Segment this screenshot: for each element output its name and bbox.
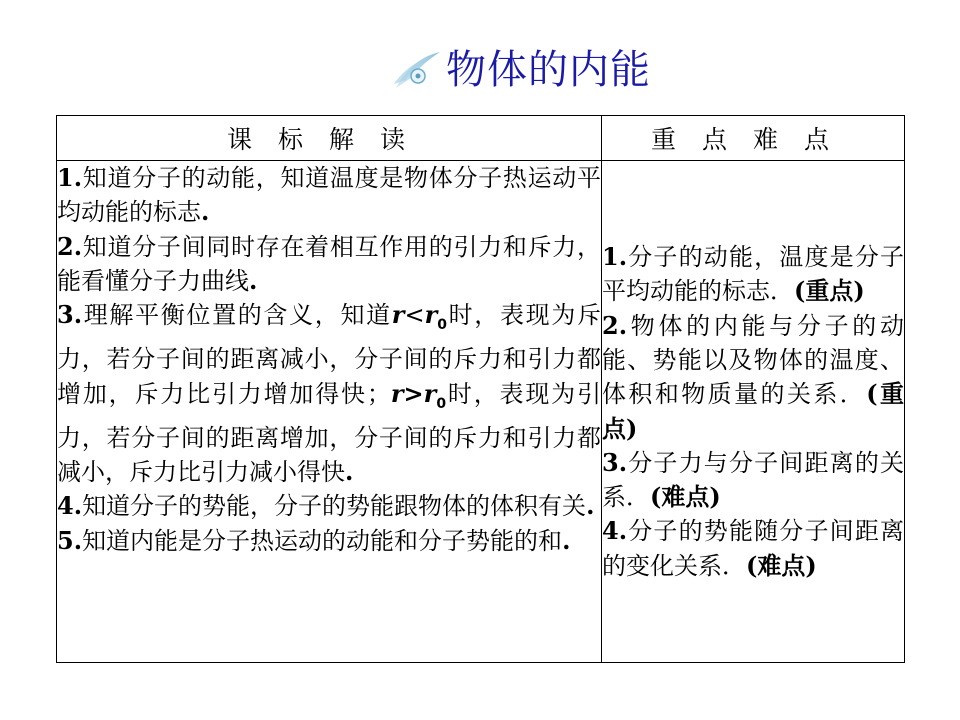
slide-title [392, 46, 651, 94]
comet-logo-icon [392, 46, 442, 94]
content-table [56, 115, 905, 663]
list-item: 3.理解平衡位置的含义，知道$r<r_0$时，表现为斥力，若分子间的距离减小，分子间的斥力和引力都增加，斥力比引力增加得快；$r>r_0$时，表现为引力，若分子间的距离增加，分子间的斥力和引力都减小，斥力比引力减小得快. [57, 300, 602, 486]
list-item: 1.知道分子的动能，知道温度是物体分子热运动平均动能的标志. [57, 163, 601, 227]
page-title: 物体的内能 [446, 47, 651, 93]
list-item: 3.分子力与分子间距离的关系．(难点) [602, 447, 904, 512]
header-key-points: 重点难点 [602, 116, 905, 161]
list-item: 4.分子的势能随分子间距离的变化关系．(难点) [602, 516, 904, 580]
table-header-row [57, 116, 905, 161]
list-item: 4.知道分子的势能，分子的势能跟物体的体积有关. [57, 491, 595, 521]
header-curriculum: 课标解读 [57, 116, 602, 161]
list-item: 1.分子的动能，温度是分子平均动能的标志．(重点) [602, 242, 904, 306]
table-body-row [57, 161, 905, 663]
list-item: 2.物体的内能与分子的动能、势能以及物体的温度、体积和物质量的关系．(重点) [602, 310, 904, 443]
list-item: 2.知道分子间同时存在着相互作用的引力和斥力，能看懂分子力曲线. [57, 231, 601, 295]
curriculum-cell [57, 161, 602, 663]
key-points-cell [602, 161, 905, 663]
list-item: 5.知道内能是分子热运动的动能和分子势能的和. [57, 525, 571, 555]
